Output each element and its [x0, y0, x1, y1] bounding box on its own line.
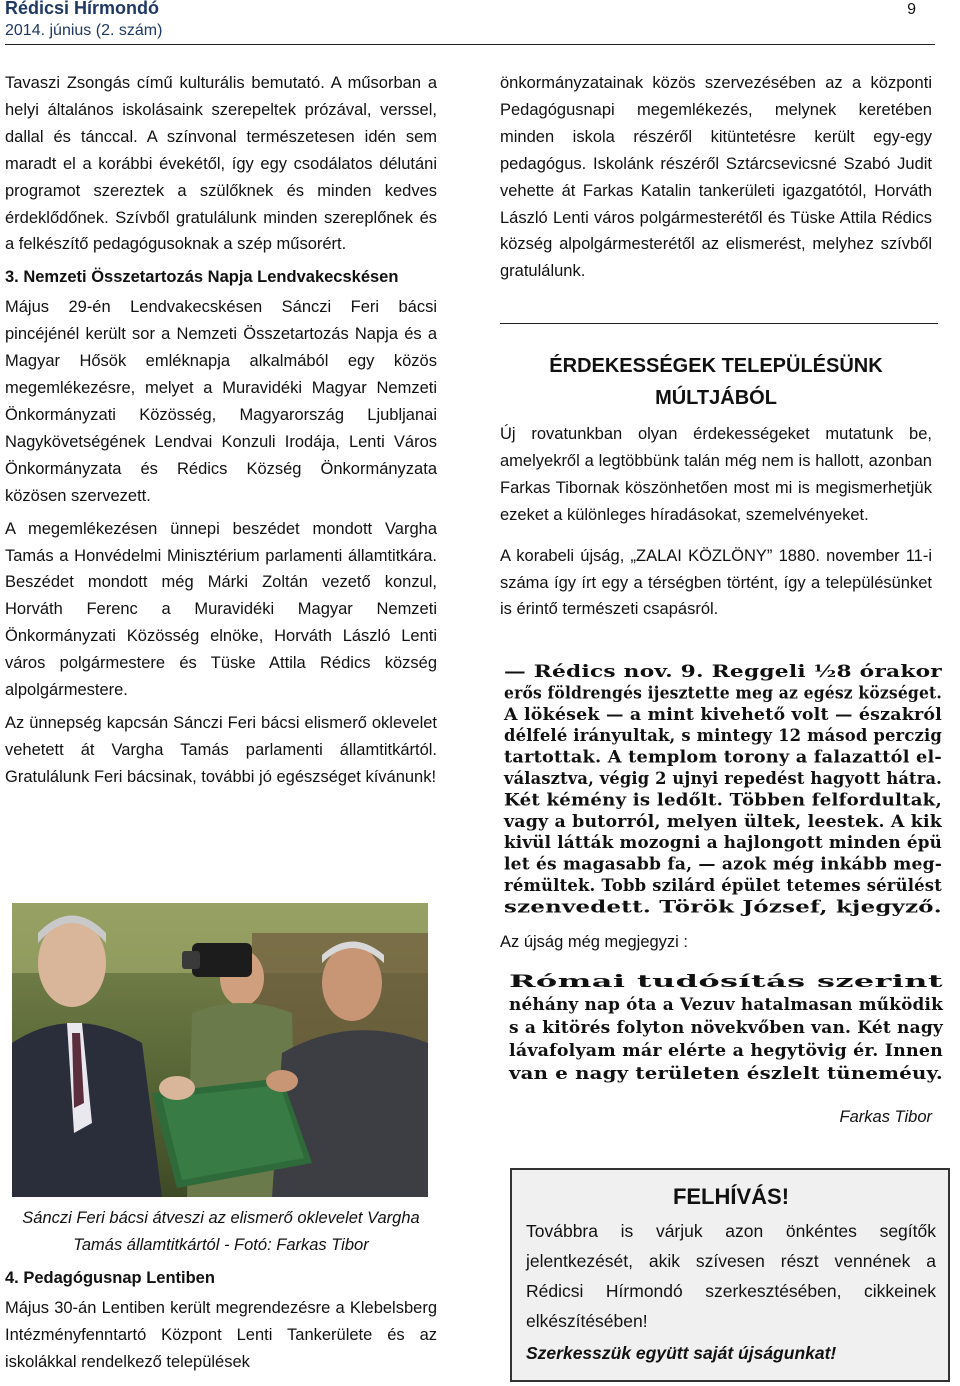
clipping-line: A lökések — a mint kivehető volt — északról — [502, 704, 943, 725]
section4-heading: 4. Pedagógusnap Lentiben — [5, 1269, 215, 1287]
clipping-line: tartottak. A templom torony a falazattól el- — [504, 747, 942, 768]
history-intro: Új rovatunkban olyan érdekességeket mutatunk be, amelyekről a legtöbbünk talán még nem is hallott, azonban Farkas Tibornak köszönhetően most mi is megismerhetjük ezeket a különleges híradásokat, szemelvényeket. — [500, 425, 932, 524]
clipping-line: Két kémény is ledőlt. Többen felfordultak, — [504, 790, 942, 811]
header-divider — [5, 44, 935, 45]
clipping-line: s a kitörés folyton növekvőben van. Két nagy — [509, 1018, 944, 1038]
history-section-title — [500, 350, 932, 414]
newspaper-note: Az újság még megjegyzi : — [500, 933, 689, 951]
issue-date: 2014. június (2. szám) — [5, 22, 163, 39]
clipping-line: délfelé irányultak, s mintegy 12 másod perczig — [504, 726, 942, 747]
clipping-line: let és magasabb fa, — azok még inkább meg- — [504, 854, 942, 875]
clipping-line: néhány nap óta a Vezuv hatalmasan működik — [509, 995, 944, 1015]
newspaper-clipping-1 — [500, 657, 947, 923]
clipping-line: vagy a butorról, melyen ültek, leestek. A kik — [502, 811, 943, 832]
continuation-paragraph: önkormányzatainak közös szervezésében az a központi Pedagógusnapi megemlékezés, melynek keretében minden iskola részéről kitüntetésre került egy-egy pedagógus. Iskolánk részéről Sztárcsevicsné Szabó Judit vehette át Farkas Katalin tankerületi igazgatótól, Horváth László Lenti város polgármesterétől és Tüske Attila Rédics község alpolgármesterétől az elismerést, melyhez szívből gratulálunk. — [500, 74, 932, 281]
clipping-line: választva, végig 2 ujnyi repedést hagyott hátra. — [503, 769, 942, 789]
section-divider — [500, 323, 938, 324]
clipping-line: szenvedett. Török József, kjegyző. — [504, 897, 942, 918]
clipping-line: kivül látták mozogni a hajlongott minden épü — [504, 833, 942, 854]
ceremony-photo-illustration — [12, 903, 428, 1197]
author-signature: Farkas Tibor — [839, 1108, 932, 1126]
history-title-line-1: ÉRDEKESSÉGEK TELEPÜLÉSÜNK — [549, 355, 883, 377]
callout-closing: Szerkesszük együtt saját újságunkat! — [526, 1343, 837, 1363]
clipping-2-text-image — [505, 965, 948, 1092]
section3-paragraph-3: Az ünnepség kapcsán Sánczi Feri bácsi elismerő oklevelet vehetett át Vargha Tamás parlamenti államtitkártól. Gratulálunk Feri bácsinak, további jó egészséget kívánunk! — [5, 713, 437, 786]
section4-paragraph-1: Május 30-án Lentiben került megrendezésre a Klebelsberg Intézményfenntartó Központ Lenti Tankerülete és az iskolákkal rendelkező települések — [5, 1299, 437, 1371]
source-note: A korabeli újság, „ZALAI KÖZLÖNY” 1880. november 11-i száma így írt egy a térségben történt, így a településünket is érintő természeti csapásról. — [500, 546, 932, 619]
newspaper-clipping-2 — [505, 965, 948, 1092]
left-column — [5, 70, 437, 797]
history-section-body — [500, 421, 932, 629]
clipping-1-text-image — [500, 657, 947, 923]
clipping-line: lávafolyam már elérte a hegytövig ér. Innen — [509, 1041, 944, 1061]
clipping-line: rémültek. Tobb szilárd épület tetemes sérülést — [504, 876, 942, 896]
clipping-line: erős földrengés ijesztette meg az egész községet. — [504, 683, 942, 704]
callout-text: Továbbra is várjuk azon önkéntes segítők jelentkezését, akik szívesen részt vennének a Rédicsi Hírmondó szerkesztésében, cikkeinek elkészítésében! — [526, 1221, 936, 1331]
history-title-line-2: MÚLTJÁBÓL — [655, 387, 777, 409]
right-column — [500, 70, 932, 291]
newsletter-title: Rédicsi Hírmondó — [5, 0, 160, 18]
section3-paragraph-2: A megemlékezésen ünnepi beszédet mondott Vargha Tamás a Honvédelmi Minisztérium parlamenti államtitkára. Beszédet mondott még Márki Zoltán vezető konzul, Horváth Ferenc a Muravidéki Magyar Nemzeti Önkormányzati Közösség elnöke, Horváth László Lenti város polgármestere és Tüske Attila Rédics község alpolgármestere. — [5, 519, 437, 700]
photo-caption: Sánczi Feri bácsi átveszi az elismerő oklevelet Vargha Tamás államtitkártól - Fotó: Farkas Tibor — [22, 1209, 420, 1254]
section3-paragraph-1: Május 29-én Lendvakecskésen Sánczi Feri bácsi pincéjénél került sor a Nemzeti Összetartozás Napja és a Magyar Hősök emléknapja alkalmából egy közös megemlékezésre, melyet a Muravidéki Magyar Nemzeti Önkormányzati Közösség, Magyarország Ljubljanai Nagykövetségének Lendvai Konzuli Irodája, Lenti Város Önkormányzata és Rédics Község Önkormányzata közösen szervezett. — [5, 298, 437, 505]
clipping-line: Római tudósítás szerint — [509, 972, 943, 992]
callout-title: FELHÍVÁS! — [672, 1184, 790, 1209]
ceremony-photo — [12, 903, 428, 1197]
volunteer-callout-box — [510, 1168, 950, 1382]
clipping-line: van e nagy területen észlelt tüneméuy. — [507, 1064, 943, 1084]
clipping-line: — Rédics nov. 9. Reggeli ½8 órakor — [504, 662, 943, 682]
section3-heading: 3. Nemzeti Összetartozás Napja Lendvakecskésen — [5, 268, 399, 287]
intro-paragraph: Tavaszi Zsongás című kulturális bemutató. A műsorban a helyi általános iskolásaink szerepeltek prózával, verssel, dallal és tánccal. A színvonal természetesen idén sem maradt el a korábbi évekétől, így egy csodálatos délutáni programot szereztek a szülőknek és minden kedves érdeklődőnek. Szívből gratulálunk minden szereplőnek és a felkészítő pedagógusoknak a szép műsorért. — [5, 74, 437, 254]
page-number: 9 — [907, 1, 916, 18]
section4 — [5, 1263, 437, 1382]
